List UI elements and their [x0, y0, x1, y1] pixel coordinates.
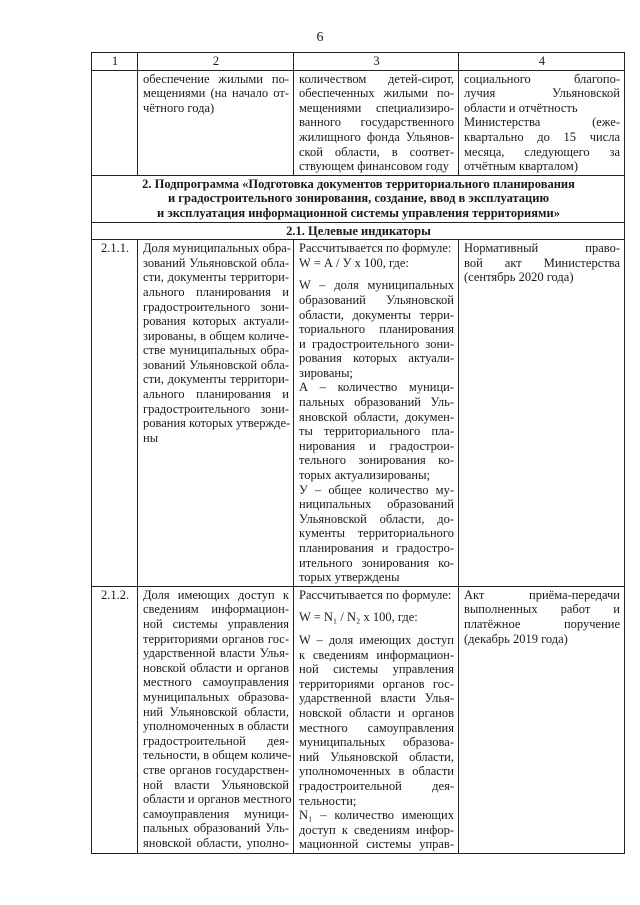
text-line: муниципальных образова- — [299, 735, 454, 750]
formula-cell — [294, 70, 459, 175]
text-line: мещениями (на начало от- — [143, 86, 289, 101]
text-line: тельности; — [299, 793, 357, 808]
text-line: ной системы управления — [299, 662, 454, 677]
text-line: местного самоуправления — [143, 675, 289, 690]
text-line: планирования и градостро- — [299, 541, 454, 555]
text-line: территориями органов гос- — [299, 676, 454, 691]
text-line: ударственной власти Улья- — [299, 691, 454, 706]
text-line: сти, документы территори- — [143, 372, 289, 387]
section-heading — [92, 175, 625, 222]
indicator-name-cell — [138, 586, 294, 853]
text-line: ний Ульяновской области, — [143, 704, 289, 719]
text-line: рования которых актуали- — [299, 351, 454, 366]
text-line: вой акт Министерства — [464, 255, 620, 270]
column-number: 1 — [92, 53, 138, 71]
text-line: территориями органов гос- — [143, 631, 289, 646]
section-line: и эксплуатация информационной системы управления территориями» — [157, 205, 560, 220]
text-line: области и органов местного — [143, 792, 292, 807]
text-line: градостроительного зони- — [143, 299, 289, 314]
indicator-name-cell — [138, 70, 294, 175]
text-line: У – общее количество му- — [299, 482, 454, 497]
text-line: пальных образований Уль- — [299, 395, 454, 410]
text-line: уполномоченных в области — [143, 719, 289, 734]
text-line: образований Ульяновской — [299, 292, 454, 307]
row-number-empty — [92, 70, 138, 175]
source-cell — [459, 70, 625, 175]
text-line: пальных образований Уль- — [143, 821, 289, 836]
page-number: 6 — [316, 30, 324, 45]
formula-cell — [294, 586, 459, 853]
source-cell — [459, 586, 625, 853]
text-line: лучия Ульяновской — [464, 86, 620, 101]
section-line: 2. Подпрограмма «Подготовка документов территориального планирования — [142, 176, 575, 191]
text-line: сведениям информацион- — [143, 602, 289, 617]
text-line: обеспеченных жилыми по- — [299, 86, 454, 101]
text-line: тельного зонирования ко- — [299, 453, 454, 468]
text-line: к сведениям информацион- — [299, 647, 454, 662]
text-line: (декабрь 2019 года) — [464, 631, 568, 646]
section-row — [92, 175, 625, 222]
indicator-name-cell — [138, 240, 294, 587]
text-line: А – количество муници- — [299, 380, 454, 395]
text-line: Ульяновской области, до- — [299, 511, 454, 526]
text-line: ты территориального пла- — [299, 424, 454, 439]
text-line: области, документы терри- — [299, 307, 454, 322]
text-line: Рассчитывается по формуле: — [299, 587, 452, 602]
text-line: ной системы управления — [143, 616, 289, 631]
text-line: Доля муниципальных обра- — [143, 241, 291, 256]
text-line: градостроительного зони- — [143, 401, 289, 416]
indicator-row — [92, 240, 625, 587]
text-line: квартально до 15 числа — [464, 129, 620, 144]
text-line: месяца, следующего за — [464, 144, 620, 159]
text-line: ительного зонирования ко- — [299, 555, 454, 570]
indicator-row — [92, 586, 625, 853]
text-line: Доля имеющих доступ к — [143, 587, 289, 602]
text-line: мещениями специализиро- — [299, 100, 454, 115]
text-line: торых актуализированы; — [299, 468, 430, 483]
text-line: кументы территориального — [299, 526, 454, 541]
text-line: количеством детей-сирот, — [299, 71, 454, 86]
text-line: выполненных работ и — [464, 602, 620, 617]
text-line: мационной системы управ- — [299, 837, 454, 852]
text-line: сти, документы территори- — [143, 270, 289, 285]
text-line: местного самоуправления — [299, 720, 454, 735]
text-line: ального планирования и — [143, 284, 289, 299]
text-line: Нормативный право- — [464, 241, 620, 256]
column-number-row — [92, 53, 625, 71]
formula-cell — [294, 240, 459, 587]
text-line: градостроительной дея- — [299, 778, 454, 793]
continuation-row — [92, 70, 625, 175]
text-line: тельности, в общем количе- — [143, 748, 292, 763]
column-number: 2 — [138, 53, 294, 71]
text-line: Акт приёма-передачи — [464, 587, 620, 602]
source-cell — [459, 240, 625, 587]
text-line: муниципальных образова- — [143, 689, 289, 704]
text-line: ний Ульяновской области, — [299, 749, 454, 764]
text-line: зований Ульяновской обла- — [143, 357, 289, 372]
text-line: (сентябрь 2020 года) — [464, 270, 574, 285]
text-line: области и отчётность — [464, 100, 578, 115]
text-line: W – доля имеющих доступ — [299, 632, 454, 647]
text-line: платёжное поручение — [464, 616, 620, 631]
text-line: ального планирования и — [143, 387, 289, 402]
text-line: новской области и органов — [143, 660, 289, 675]
text-line: нирования и градострои- — [299, 438, 454, 453]
text-line: ториального планирования — [299, 322, 454, 337]
text-line: рования которых актуали- — [143, 314, 289, 329]
text-line: новской области и органов — [299, 705, 454, 720]
text-line: стве муниципальных обра- — [143, 343, 289, 358]
text-line: торых утверждены — [299, 570, 400, 585]
row-number: 2.1.2. — [92, 586, 138, 853]
indicators-table — [91, 52, 625, 854]
formula: W = А / У х 100, где: — [299, 255, 409, 270]
text-line: уполномоченных в области — [299, 764, 454, 779]
text-line: ны — [143, 430, 159, 445]
text-line: самоуправления муници- — [143, 806, 289, 821]
text-line: социального благопо- — [464, 71, 620, 86]
text-line: ниципальных образований — [299, 497, 454, 512]
text-line: градостроительной дея- — [143, 733, 289, 748]
text-line: яновской области, докумен- — [299, 409, 454, 424]
text-line: Рассчитывается по формуле: — [299, 241, 452, 256]
text-line: отчётным кварталом) — [464, 159, 579, 174]
text-line: Министерства (еже- — [464, 115, 620, 130]
text-line: зированы; — [299, 365, 353, 380]
text-line: W – доля муниципальных — [299, 278, 454, 293]
formula: W = N₁ / N₂ x 100, где: — [299, 610, 418, 625]
text-line: рования которых утвержде- — [143, 416, 291, 431]
text-line: яновской области, уполно- — [143, 835, 289, 850]
text-line: ударственной власти Улья- — [143, 646, 289, 661]
text-line: зированы, в общем количе- — [143, 328, 289, 343]
text-line: ской области, в соответ- — [299, 144, 454, 159]
text-line: стве органов государствен- — [143, 762, 289, 777]
text-line: жилищного фонда Ульянов- — [299, 129, 454, 144]
text-line: ванного государственного — [299, 115, 454, 130]
text-line: чётного года) — [143, 100, 215, 115]
subsection-row — [92, 222, 625, 240]
text-line: ствующем финансовом году — [299, 159, 449, 174]
text-line: N₁ – количество имеющих — [299, 808, 454, 823]
section-line: и градостроительного зонирования, создание, ввод в эксплуатацию — [167, 191, 549, 206]
text-line: доступ к сведениям инфор- — [299, 822, 454, 837]
text-line: и градостроительного зони- — [299, 336, 454, 351]
column-number: 3 — [294, 53, 459, 71]
row-number: 2.1.1. — [92, 240, 138, 587]
text-line: обеспечение жилыми по- — [143, 71, 289, 86]
text-line: зований Ульяновской обла- — [143, 255, 289, 270]
text-line: ной власти Ульяновской — [143, 777, 289, 792]
column-number: 4 — [459, 53, 625, 71]
subsection-heading: 2.1. Целевые индикаторы — [92, 222, 625, 240]
